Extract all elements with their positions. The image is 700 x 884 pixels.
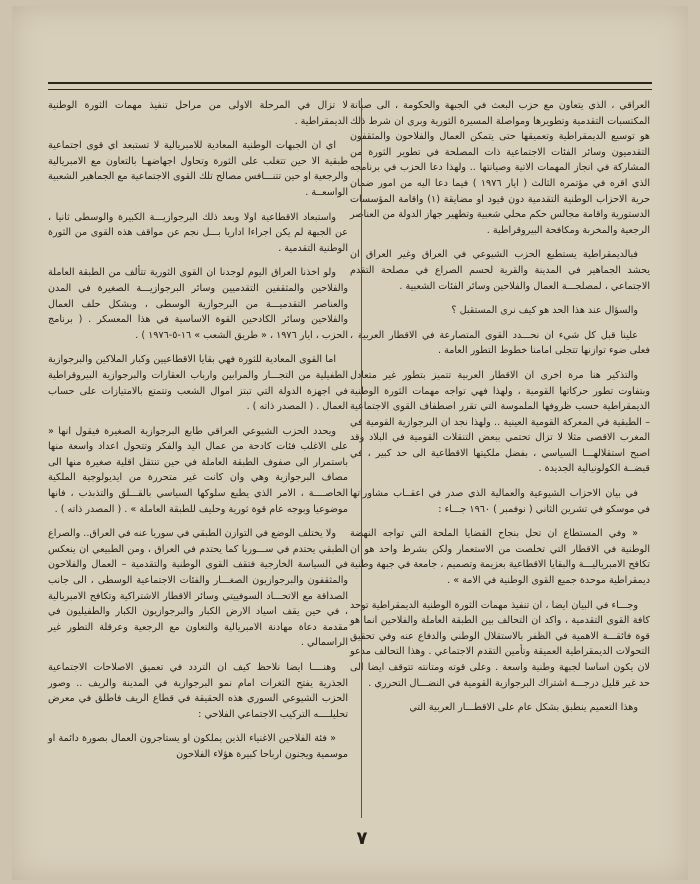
paragraph: فبالديمقراطية يستطيع الحزب الشيوعي في العراق وغير العراق ان يحشد الجماهير في المدينة والقرية لحسم الصراع في مصلحة التقدم الاجتماعي ، لمصلحـــة العمال والفلاحين وسائر الفئات الشعبية . bbox=[350, 249, 650, 292]
top-rule-thick bbox=[48, 82, 652, 84]
paragraph: والسؤال عند هذا الحد هو كيف نرى المستقبل ؟ bbox=[451, 305, 638, 317]
paragraph: اما القوى المعادية للثورة فهي بقايا الاقطاعيين وكبار الملاكين والبرجوازية الطفيلية من التجـــار والمرابين وارباب العقارات والبرجوازية البيروقراطية في اجهزة الدولة التي تبتز اموال الشعب وتتمتع بالامتيازات على حساب العمال . ( المصدر ذاته ) . bbox=[48, 354, 348, 413]
paragraph: وجـــاء في البيان ايضا ، ان تنفيذ مهمات الثورة الوطنية الديمقراطية توحد كافة القوى التقدمية ، واكد ان التحالف بين الطبقة العاملة والفلاحين انما هو قوة فائقـــة الاهمية في الظفر بالاستقلال الوطني والدفاع عنه وفي تحقيق التحولات الديمقراطية العميقة وتأمين التقدم الاجتماعي . وهذا التحالف مدعو لان يكون اساسا لجبهة وطنية واسعة . وعلى قوته ومتانته تتوقف ايضا الى حد غير قليل درجـــة اشتراك البرجوازية القومية في النضـــال التحرري . bbox=[350, 599, 650, 689]
paragraph: وهذا التعميم ينطبق بشكل عام على الاقطـــار العربية التي bbox=[409, 702, 638, 714]
paragraph: اي ان الجبهات الوطنية المعادية للامبريالية لا تستبعد اي قوى اجتماعية طبقية الا حين تتغلب على الثورة وتحاول اجهاضهـا بالتعاون مع الامبريالية والرجعية او حين تتنـــافس مصالح تلك القوى الاجتماعية مع الجماهير الشعبية الواسعــة . bbox=[48, 140, 348, 198]
right-column bbox=[350, 98, 650, 725]
top-rule-thin bbox=[48, 89, 652, 90]
quote-paragraph: « فئة الفلاحين الاغنياء الذين يملكون او يستاجرون العمال بصورة دائمة او موسمية ويجنون ارباحا كبيرة هؤلاء الفلاحون bbox=[48, 733, 348, 760]
magazine-page bbox=[12, 6, 688, 880]
paragraph: ولو اخذنا العراق اليوم لوجدنا ان القوى الثورية تتألف من الطبقة العاملة والفلاحين والمثقفين التقدميين وسائر البرجوازيـــة الصغيرة في المدن والعناصر التقدميـــة من البرجوازية الوسطى ، وبشكل حلف العمال والفلاحين وسائر الكادحين القوة الاساسية في هذا المعسكر . ( برنامج الحزب ، ايار ١٩٧٦ ، « طريق الشعب » ١٦-٥-١٩٧٦ ) . bbox=[48, 267, 348, 341]
column-divider bbox=[361, 98, 362, 818]
page-number: ٧ bbox=[356, 828, 368, 849]
paragraph: ولا يختلف الوضع في التوازن الطبقي في سوريا عنه في العراق.. والصراع الطبقي يحتدم في ســـوريا كما يحتدم في العراق ، ومن الطبيعي ان ينعكس في السياسة الخارجية فتقف القوى الوطنية والتقدمية – العمال والفلاحون والمثقفون والبرجوازيون الصغـــار والفئات الاجتماعية الوسطى ، الى جانب الصداقة مع الاتحـــاد السوفييتي وسائر الاقطار الاشتراكية وتكافح الامبريالية ، في حين يقف اسياد الارض الكبار والبرجوازيون الكبار والطفيليون في مقدمة دعاة مهادنة الامبريالية والتعاون مع الرجعية وعرقلة التطور غير الراسمالي . bbox=[48, 528, 348, 649]
paragraph: وهنــــا ايضا نلاحظ كيف ان التردد في تعميق الاصلاحات الاجتماعية الجذرية يفتح الثغرات امام نمو البرجوازية في المدينة والريف .. وصور الحزب الشيوعي السوري هذه الحقيقة في قطاع الريف فاطلق في معرض تحليلــــه التركيب الاجتماعي الفلاحي : bbox=[48, 662, 348, 720]
paragraph: ويحدد الحزب الشيوعي العراقي طابع البرجوازية الصغيرة فيقول انها « على الاغلب فئات كادحة من عمال اليد والفكر وتتحول اعداد واسعة منها باستمرار الى صفوف الطبقة العاملة في حين تنتقل اقلية صغيرة منها الى مصاف البرجوازية وهي وان كانت غير متحررة من ايديولوجية الملكية الخاصــــة ، الامر الذي يطبع سلوكها السياسي بالقـــلق والتذبذب ، فانها موضوعيا وبوجه عام قوة ثورية وحليف للطبقة العاملة » . ( المصدر ذاته ) . bbox=[48, 425, 348, 515]
paragraph: لا تزال في المرحلة الاولى من مراحل تنفيذ مهمات الثورة الوطنية الديمقراطية . bbox=[48, 100, 348, 127]
quote-paragraph: « وفي المستطاع ان تحل بنجاح القضايا الملحة التي تواجه النهضة الوطنية في الاقطار التي تخلصت من الاستعمار ولكن بشرط واحد هو ان تكافح الامبرياليـــة والبقايا الاقطاعية بعزيمة وتصميم ، جامعة في جبهة وطنية ديمقراطية موحدة جميع القوى الوطنية في الامة » . bbox=[350, 528, 650, 587]
paragraph: العراقي ، الذي يتعاون مع حزب البعث في الجبهة والحكومة ، الى صيانة المكتسبات التقدمية وتطويرها ومواصلة المسيرة الثورية وبرى ان شرط ذلك هو توسيع الديمقراطية وتعميقها حتى يتمكن العمال والفلاحون والمثقفون التقدميون وسائر الفئات الاجتماعية ذات المصلحة في تطوير الثورة من المشاركة في انجاز المهمات الاتية وصيانتها .. ولهذا دعا الحزب في برنامجه الذي اقره في مؤتمره الثالث ( ايار ١٩٧٦ ) فيما دعا اليه من امور ضمان حرية الاحزاب الوطنية التقدمية دون قيود او مضايقة (١) واقامة المؤسسات الدستورية واقامة مجالس حكم محلي شعبية وتطهير جهاز الدولة من العناصر الرجعية والمخربة ومكافحة البيروقراطية . bbox=[350, 100, 650, 236]
paragraph: والتذكير هنا مرة اخرى ان الاقطار العربية تتميز بتطور غير متعادل وبتفاوت تطور حركاتها القومية ، ولهذا فهي تواجه مهمات الثورة الوطنية الديمقراطية حسب ظروفها الملموسة التي تقرر اصطفاف القوى الاجتماعية – الطبقية في المعركة القومية العينية .. ولهذا نجد ان البرجوازية القومية في المغرب الاقصى مثلا لا تزال تحتمي ببعض التنقلات القومية في البلاد وقد اصبح استقلالهـــا السياسي ، بفضل ملكيتها الاقطاعية الى حد كبير ، في قبضــة الكولونيالية الجديدة . bbox=[350, 369, 650, 475]
paragraph: واستبعاد الاقطاعية اولا وبعد ذلك البرجوازيـــة الكبيرة والوسطى ثانيا ، عن الجبهة لم يكن اجراءا اداريا بـــل نجم عن مواقف هذه القوى من الثورة الوطنية التقدمية . bbox=[48, 211, 348, 254]
paragraph: في بيان الاحزاب الشيوعية والعمالية الذي صدر في اعقــاب مشاوراتها في موسكو في تشرين الثاني ( نوفمبر ) ١٩٦٠ جـــاء : bbox=[350, 488, 650, 515]
paragraph: علينا قبل كل شيء ان نحـــدد القوى المتصارعة في الاقطار العربية ، فعلى ضوء توازنها تتجلى امامنا خطوط التطور العامة . bbox=[350, 329, 650, 357]
left-column bbox=[48, 98, 348, 772]
